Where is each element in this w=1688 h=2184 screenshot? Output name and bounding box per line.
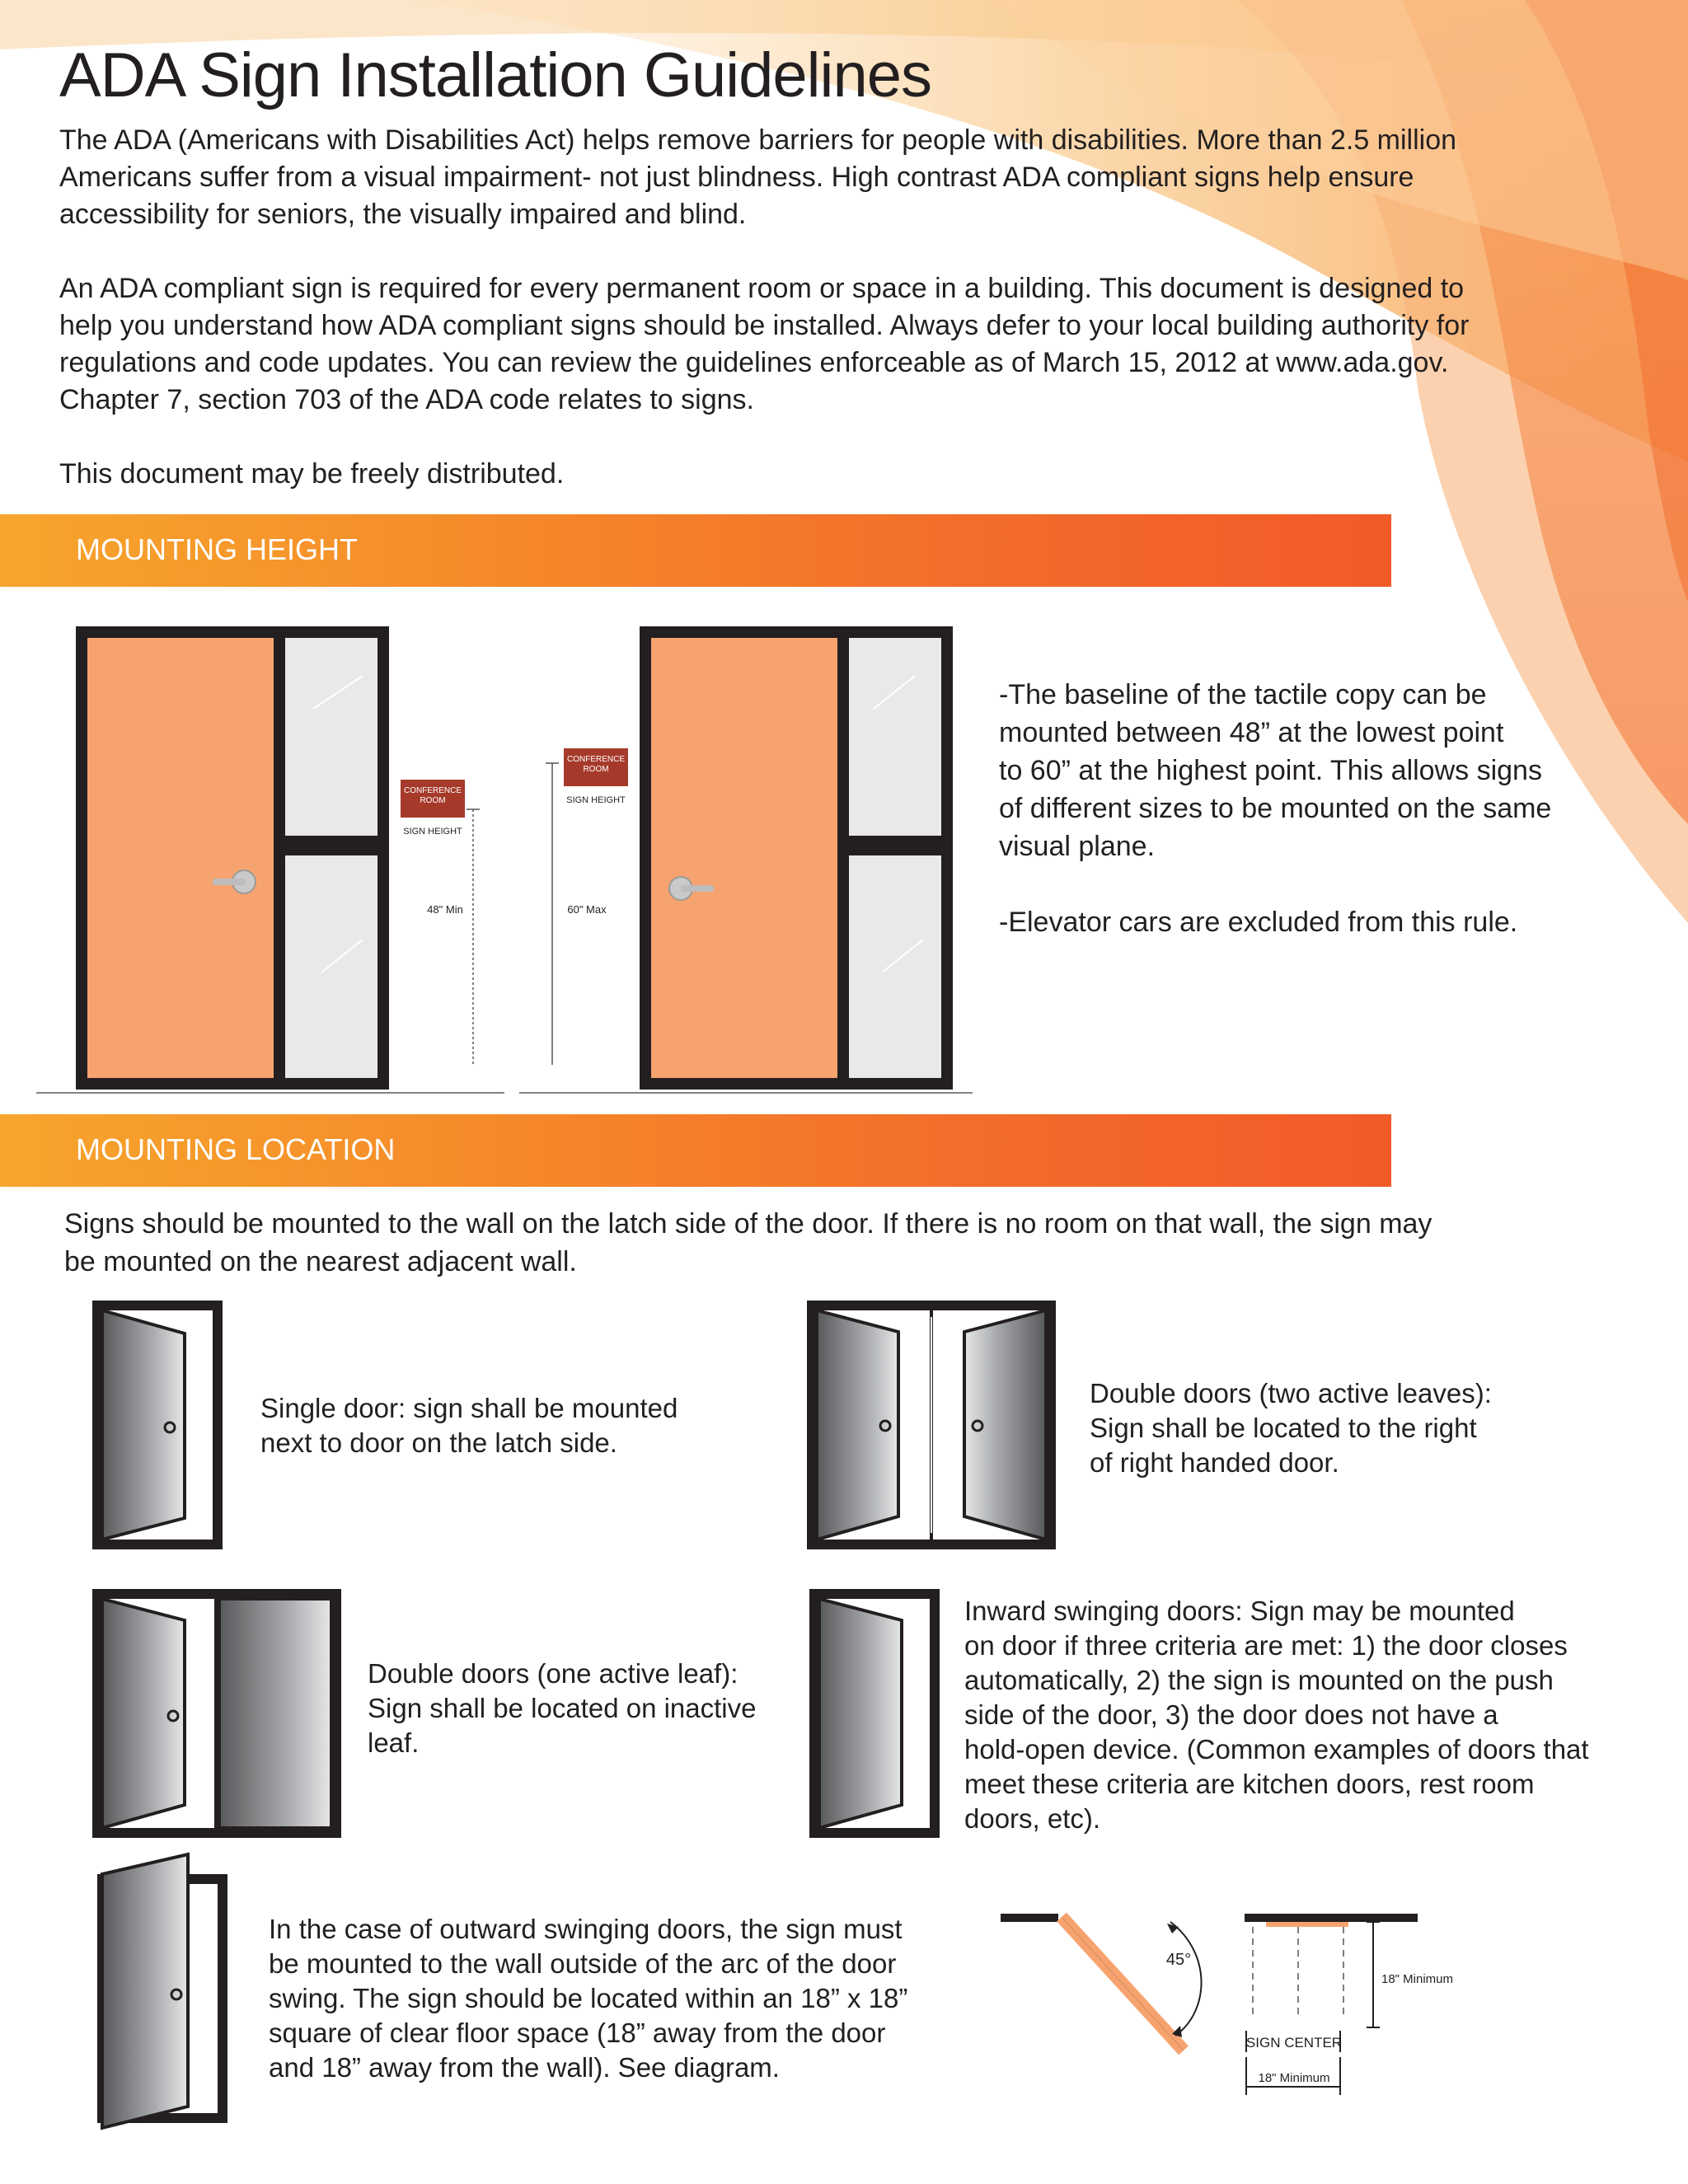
intro-p2-line2: help you understand how ADA compliant signs should be installed. Always defer to your local building authority for	[59, 310, 1470, 341]
text-line: swing. The sign should be located within an 18” x 18”	[269, 1983, 908, 2013]
window-pane	[849, 638, 941, 836]
section-heading: MOUNTING LOCATION	[76, 1132, 396, 1166]
intro-p1-line1: The ADA (Americans with Disabilities Act) helps remove barriers for people with disabilities. More than 2.5 million	[59, 124, 1457, 156]
text-line: be mounted to the wall outside of the arc of the door	[269, 1948, 897, 1979]
sign-center-label: SIGN CENTER	[1245, 2035, 1343, 2050]
double-door-one-active-icon	[97, 1594, 336, 1833]
door-assembly-right	[640, 626, 953, 1090]
section-band-mounting-height	[0, 514, 1391, 587]
door-panel	[651, 638, 837, 1078]
desc-line: visual plane.	[999, 831, 1156, 862]
text-line: next to door on the latch side.	[260, 1427, 617, 1458]
text-line: square of clear floor space (18” away from the door	[269, 2018, 886, 2048]
text-line: of right handed door.	[1090, 1447, 1339, 1478]
min-right-label: 18" Minimum	[1381, 1972, 1454, 1986]
outward-door-icon	[102, 1854, 223, 2128]
text-line: doors, etc).	[964, 1803, 1101, 1834]
outward-door-text	[269, 1912, 978, 2085]
intro-p2-line4: Chapter 7, section 703 of the ADA code relates to signs.	[59, 384, 754, 415]
sign-text-line1: CONFERENCE	[566, 755, 626, 764]
window-pane	[285, 855, 377, 1078]
single-door-text	[260, 1391, 755, 1460]
desc-line: -The baseline of the tactile copy can be	[999, 679, 1487, 710]
elevator-note: -Elevator cars are excluded from this rule.	[999, 907, 1518, 938]
text-line: leaf.	[368, 1727, 420, 1758]
intro	[59, 122, 1625, 493]
intro-p2-line1: An ADA compliant sign is required for every permanent room or space in a building. This document is designed to	[59, 273, 1465, 304]
intro-p1-line2: Americans suffer from a visual impairment- not just blindness. High contrast ADA compliant signs help ensure	[59, 162, 1414, 193]
inward-door-icon	[814, 1594, 935, 1833]
double-door-two-active-icon	[812, 1305, 1051, 1544]
text-line: Double doors (two active leaves):	[1090, 1378, 1492, 1408]
min-height-label: 48" Min	[427, 903, 463, 916]
max-height-label: 60" Max	[567, 903, 607, 916]
window-pane	[285, 638, 377, 836]
section-heading: MOUNTING HEIGHT	[76, 532, 358, 566]
desc-line: mounted between 48” at the lowest point	[999, 717, 1504, 748]
text-line: meet these criteria are kitchen doors, rest room	[964, 1769, 1535, 1799]
sign-text-line2: ROOM	[420, 796, 446, 805]
sign-text-line2: ROOM	[583, 765, 609, 774]
text-line: Inward swinging doors: Sign may be mounted	[964, 1596, 1515, 1626]
door-panel	[87, 638, 274, 1078]
text-line: and 18” away from the wall). See diagram.	[269, 2052, 780, 2083]
text-line: on door if three criteria are met: 1) the door closes	[964, 1630, 1568, 1661]
text-line: automatically, 2) the sign is mounted on the push	[964, 1665, 1554, 1695]
text-line: side of the door, 3) the door does not have a	[964, 1699, 1498, 1730]
intro-p1-line3: accessibility for seniors, the visually impaired and blind.	[59, 199, 747, 230]
mounting-location-intro	[64, 1205, 1630, 1281]
min-bottom-label: 18" Minimum	[1258, 2071, 1330, 2085]
intro-line: Signs should be mounted to the wall on the latch side of the door. If there is no room on that wall, the sign may	[64, 1208, 1432, 1240]
sign-left	[401, 780, 480, 1065]
window-pane	[849, 855, 941, 1078]
text-line: Double doors (one active leaf):	[368, 1658, 738, 1689]
text-line: In the case of outward swinging doors, the sign must	[269, 1914, 903, 1944]
sign-height-label: SIGN HEIGHT	[566, 795, 626, 805]
page-title: ADA Sign Installation Guidelines	[59, 40, 931, 110]
text-line: Sign shall be located on inactive	[368, 1693, 757, 1723]
text-line: Single door: sign shall be mounted	[260, 1393, 678, 1423]
angle-label: 45°	[1165, 1951, 1192, 1969]
door-assembly-left	[76, 626, 389, 1090]
text-line: hold-open device. (Common examples of doors that	[964, 1734, 1589, 1765]
intro-p2-line3: regulations and code updates. You can review the guidelines enforceable as of March 15, 2012 at www.ada.gov.	[59, 347, 1449, 378]
text-line: Sign shall be located to the right	[1090, 1413, 1477, 1443]
intro-p3: This document may be freely distributed.	[59, 458, 565, 490]
inward-door-text	[964, 1594, 1673, 1836]
clear-floor-space-diagram	[1001, 1914, 1453, 2095]
sign-right	[546, 748, 628, 1065]
mounting-height-description	[999, 676, 1658, 941]
desc-line: to 60” at the highest point. This allows signs	[999, 755, 1542, 786]
double-one-active-text	[368, 1657, 829, 1760]
mounting-height-diagram	[0, 610, 1006, 1104]
desc-line: of different sizes to be mounted on the same	[999, 793, 1552, 824]
sign-height-label: SIGN HEIGHT	[403, 827, 462, 837]
single-door-icon	[97, 1305, 218, 1544]
sign-text-line1: CONFERENCE	[403, 786, 462, 795]
section-band-mounting-location	[0, 1114, 1391, 1187]
double-two-active-text	[1090, 1376, 1667, 1480]
intro-line: be mounted on the nearest adjacent wall.	[64, 1246, 577, 1277]
